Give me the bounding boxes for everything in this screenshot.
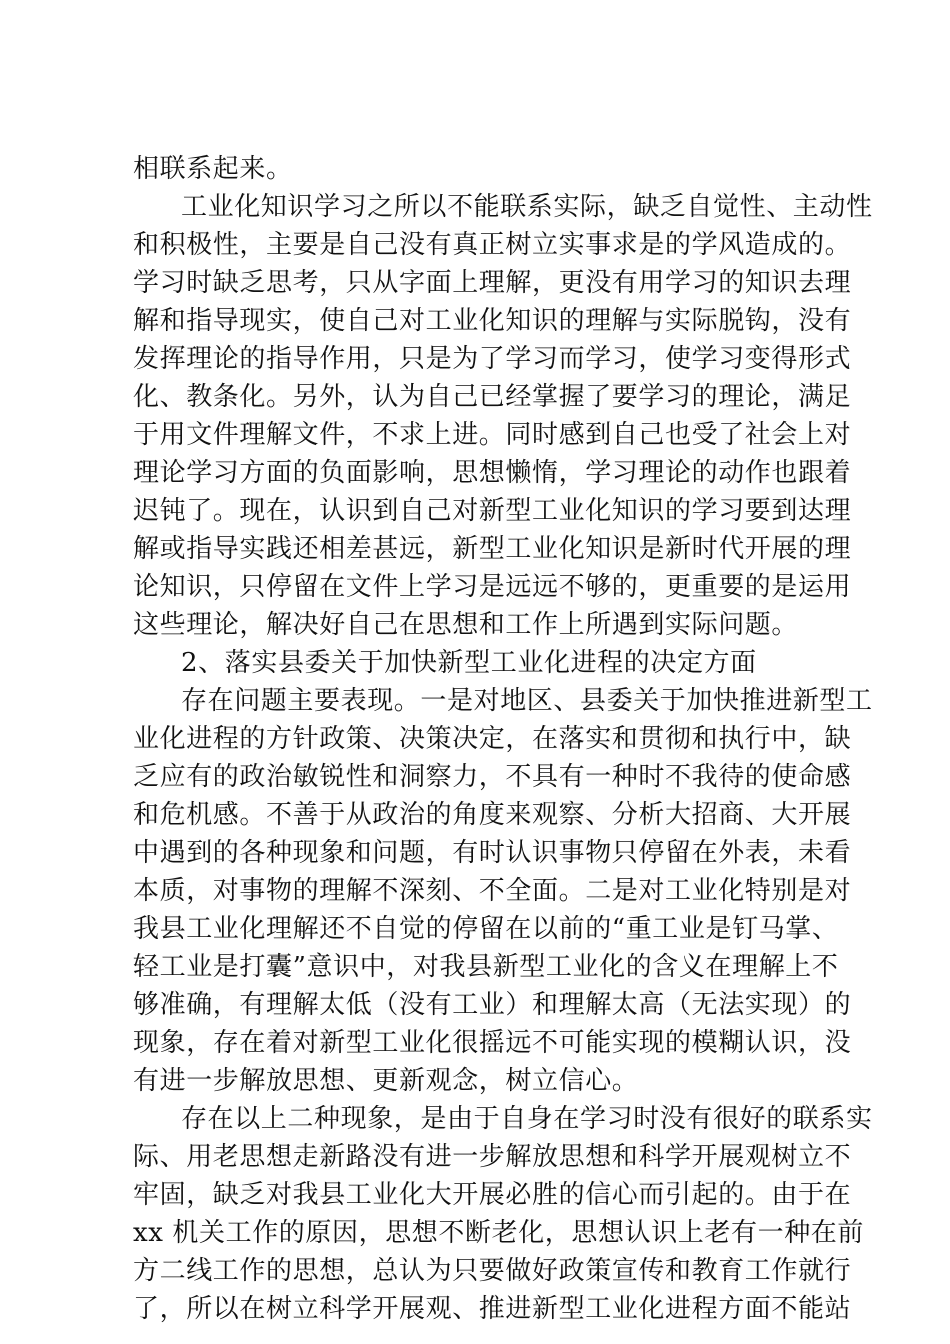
text-line: 够准确，有理解太低（没有工业）和理解太高（无法实现）的 <box>133 990 852 1020</box>
text-line: 学习时缺乏思考，只从字面上理解，更没有用学习的知识去理 <box>133 268 852 298</box>
text-line: 和危机感。不善于从政治的角度来观察、分析大招商、大开展 <box>133 800 852 830</box>
text-line: 了，所以在树立科学开展观、推进新型工业化进程方面不能站 <box>133 1294 852 1324</box>
text-line: 中遇到的各种现象和问题，有时认识事物只停留在外表，未看 <box>133 838 852 868</box>
text-line: 这些理论，解决好自己在思想和工作上所遇到实际问题。 <box>133 610 799 640</box>
text-line: 化、教条化。另外，认为自己已经掌握了要学习的理论，满足 <box>133 382 852 412</box>
text-line: 本质，对事物的理解不深刻、不全面。二是对工业化特别是对 <box>133 876 852 906</box>
text-line: 迟钝了。现在，认识到自己对新型工业化知识的学习要到达理 <box>133 496 852 526</box>
text-line: 解或指导实践还相差甚远，新型工业化知识是新时代开展的理 <box>133 534 852 564</box>
text-line: 现象，存在着对新型工业化很摇远不可能实现的模糊认识，没 <box>133 1028 852 1058</box>
text-line: 我县工业化理解还不自觉的停留在以前的“重工业是钉马掌、 <box>133 914 839 944</box>
text-line: 有进一步解放思想、更新观念，树立信心。 <box>133 1066 639 1096</box>
text-line: xx 机关工作的原因，思想不断老化，思想认识上老有一种在前 <box>133 1218 864 1248</box>
text-line: 发挥理论的指导作用，只是为了学习而学习，使学习变得形式 <box>133 344 852 374</box>
text-line: 业化进程的方针政策、决策决定，在落实和贯彻和执行中，缺 <box>133 724 852 754</box>
text-line: 论知识，只停留在文件上学习是远远不够的，更重要的是运用 <box>133 572 852 602</box>
text-line: 乏应有的政治敏锐性和洞察力，不具有一种时不我待的使命感 <box>133 762 852 792</box>
text-line: 于用文件理解文件，不求上进。同时感到自己也受了社会上对 <box>133 420 852 450</box>
text-line: 和积极性，主要是自己没有真正树立实事求是的学风造成的。 <box>133 230 852 260</box>
text-line: 存在以上二种现象，是由于自身在学习时没有很好的联系实 <box>181 1104 873 1134</box>
text-line: 理论学习方面的负面影响，思想懒惰，学习理论的动作也跟着 <box>133 458 852 488</box>
text-line: 方二线工作的思想，总认为只要做好政策宣传和教育工作就行 <box>133 1256 852 1286</box>
text-line: 相联系起来。 <box>133 154 293 184</box>
text-line: 存在问题主要表现。一是对地区、县委关于加快推进新型工 <box>181 686 873 716</box>
text-line: 工业化知识学习之所以不能联系实际，缺乏自觉性、主动性 <box>181 192 873 222</box>
text-line: 牢固，缺乏对我县工业化大开展必胜的信心而引起的。由于在 <box>133 1180 852 1210</box>
text-line: 际、用老思想走新路没有进一步解放思想和科学开展观树立不 <box>133 1142 852 1172</box>
text-line: 解和指导现实，使自己对工业化知识的理解与实际脱钩，没有 <box>133 306 852 336</box>
section-heading: 2、落实县委关于加快新型工业化进程的决定方面 <box>181 648 757 678</box>
text-line: 轻工业是打囊”意识中，对我县新型工业化的含义在理解上不 <box>133 952 839 982</box>
